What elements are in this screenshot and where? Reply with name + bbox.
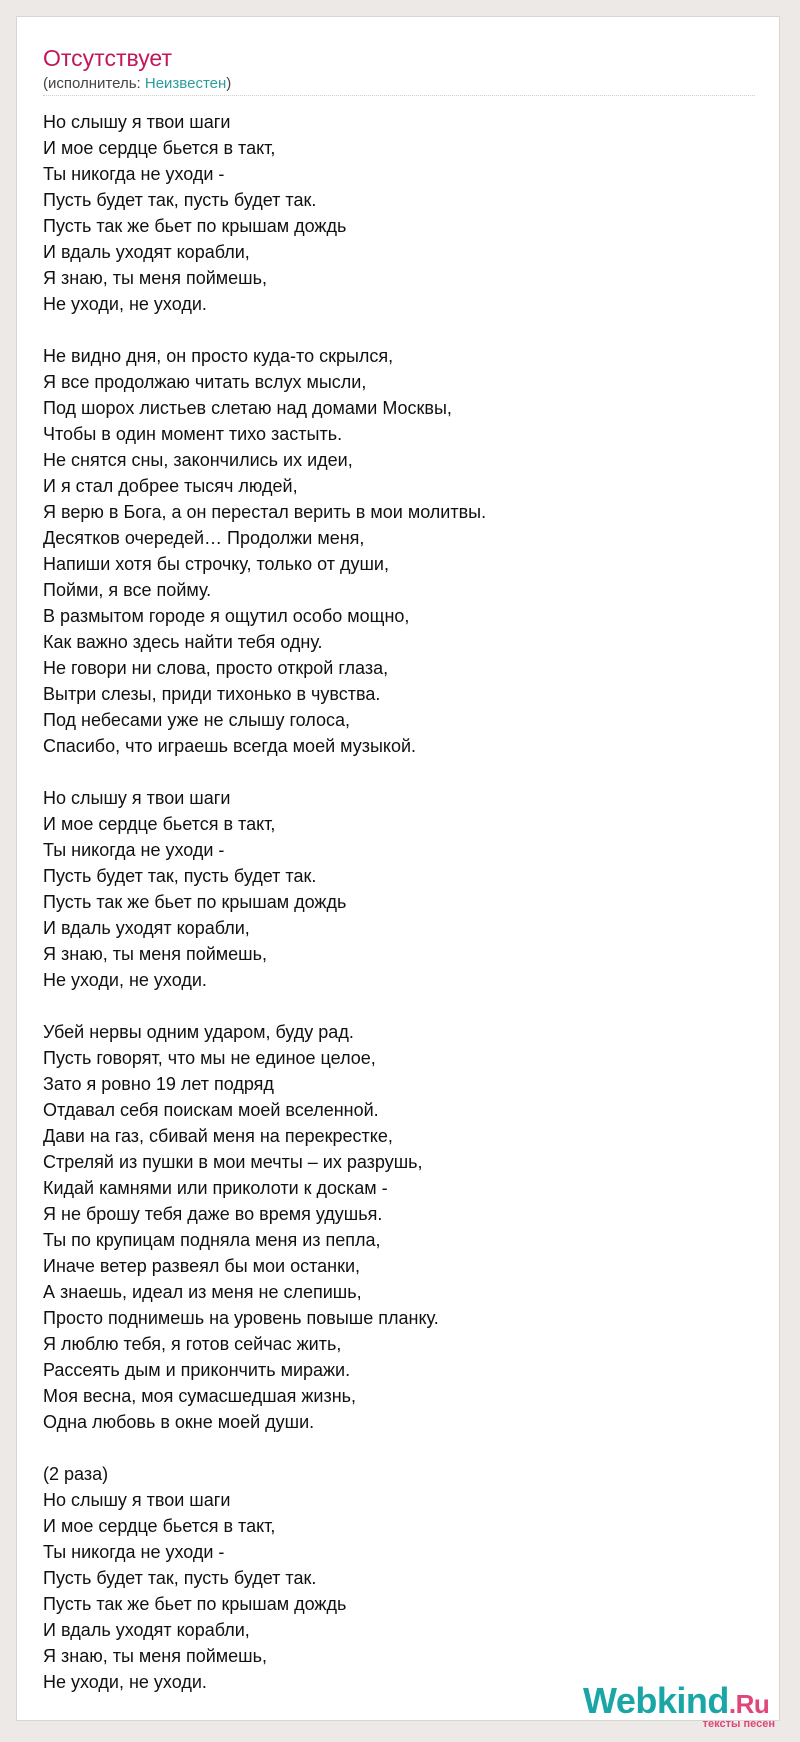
lyric-line: Ты по крупицам подняла меня из пепла, xyxy=(43,1230,381,1250)
lyric-line: Пусть говорят, что мы не единое целое, xyxy=(43,1048,376,1068)
lyric-line: Под небесами уже не слышу голоса, xyxy=(43,710,350,730)
stanza-gap xyxy=(43,759,743,785)
lyric-line: Пойми, я все пойму. xyxy=(43,580,212,600)
stanza-gap xyxy=(43,1435,743,1461)
lyric-line: Не уходи, не уходи. xyxy=(43,294,207,314)
lyric-line: Рассеять дым и прикончить миражи. xyxy=(43,1360,351,1380)
lyrics-card xyxy=(16,16,780,1730)
lyric-line: Не уходи, не уходи. xyxy=(43,970,207,990)
stanza-gap xyxy=(43,993,743,1019)
lyric-line: Пусть так же бьет по крышам дождь xyxy=(43,892,347,912)
lyric-line: Пусть так же бьет по крышам дождь xyxy=(43,1594,347,1614)
performer-suffix: ) xyxy=(226,75,232,92)
lyric-line: Спасибо, что играешь всегда моей музыкой. xyxy=(43,736,417,756)
lyric-line: Десятков очередей… Продолжи меня, xyxy=(43,528,365,548)
lyric-line: Напиши хотя бы строчку, только от души, xyxy=(43,554,389,574)
lyric-line: (2 раза) xyxy=(43,1464,109,1484)
lyric-line: Я знаю, ты меня поймешь, xyxy=(43,1646,267,1666)
lyric-line: Пусть будет так, пусть будет так. xyxy=(43,1568,317,1588)
lyric-line: Кидай камнями или приколоти к доскам - xyxy=(43,1178,388,1198)
lyric-line: Пусть будет так, пусть будет так. xyxy=(43,190,317,210)
performer-link[interactable]: Неизвестен xyxy=(144,75,227,92)
lyric-line: Я люблю тебя, я готов сейчас жить, xyxy=(43,1334,342,1354)
stanza-gap xyxy=(43,317,743,343)
lyric-line: Не говори ни слова, просто открой глаза, xyxy=(43,658,389,678)
lyric-line: Я все продолжаю читать вслух мысли, xyxy=(43,372,367,392)
lyric-line: И я стал добрее тысяч людей, xyxy=(43,476,298,496)
lyric-line: Иначе ветер развеял бы мои останки, xyxy=(43,1256,361,1276)
lyric-line: Ты никогда не уходи - xyxy=(43,1542,225,1562)
lyric-line: Как важно здесь найти тебя одну. xyxy=(43,632,323,652)
lyric-line: Одна любовь в окне моей души. xyxy=(43,1412,315,1432)
lyric-line: Пусть так же бьет по крышам дождь xyxy=(43,216,347,236)
lyric-line: И мое сердце бьется в такт, xyxy=(43,1516,276,1536)
performer-line xyxy=(43,74,231,94)
lyric-line: Зато я ровно 19 лет подряд xyxy=(43,1074,274,1094)
lyric-line: Под шорох листьев слетаю над домами Москвы, xyxy=(43,398,452,418)
lyric-line: Пусть будет так, пусть будет так. xyxy=(43,866,317,886)
lyric-line: Не снятся сны, закончились их идеи, xyxy=(43,450,353,470)
lyric-line: А знаешь, идеал из меня не слепишь, xyxy=(43,1282,362,1302)
lyric-line: Но слышу я твои шаги xyxy=(43,112,231,132)
lyric-line: Отдавал себя поискам моей вселенной. xyxy=(43,1100,379,1120)
site-logo[interactable] xyxy=(583,1681,793,1729)
header-divider xyxy=(43,95,755,96)
lyric-line: В размытом городе я ощутил особо мощно, xyxy=(43,606,410,626)
logo-main-text: Webkind xyxy=(583,1680,729,1721)
lyric-line: И вдаль уходят корабли, xyxy=(43,242,250,262)
lyric-line: Я не брошу тебя даже во время удушья. xyxy=(43,1204,383,1224)
lyric-line: Не видно дня, он просто куда-то скрылся, xyxy=(43,346,394,366)
lyric-line: Вытри слезы, приди тихонько в чувства. xyxy=(43,684,381,704)
lyric-line: Просто поднимешь на уровень повыше планку. xyxy=(43,1308,439,1328)
lyric-line: И вдаль уходят корабли, xyxy=(43,918,250,938)
lyric-line: Чтобы в один момент тихо застыть. xyxy=(43,424,343,444)
lyric-line: Дави на газ, сбивай меня на перекрестке, xyxy=(43,1126,393,1146)
lyric-line: Я верю в Бога, а он перестал верить в мои молитвы. xyxy=(43,502,487,522)
lyric-line: Моя весна, моя сумасшедшая жизнь, xyxy=(43,1386,357,1406)
lyric-line: И мое сердце бьется в такт, xyxy=(43,138,276,158)
lyrics-text xyxy=(43,109,743,1695)
lyric-line: Стреляй из пушки в мои мечты – их разрушь, xyxy=(43,1152,423,1172)
lyric-line: Ты никогда не уходи - xyxy=(43,840,225,860)
lyric-line: И мое сердце бьется в такт, xyxy=(43,814,276,834)
lyric-line: Я знаю, ты меня поймешь, xyxy=(43,268,267,288)
lyric-line: И вдаль уходят корабли, xyxy=(43,1620,250,1640)
logo-suffix-text: .Ru xyxy=(728,1689,770,1719)
lyric-line: Убей нервы одним ударом, буду рад. xyxy=(43,1022,354,1042)
lyric-line: Но слышу я твои шаги xyxy=(43,788,231,808)
logo-tagline: тексты песен xyxy=(702,1718,775,1730)
song-title: Отсутствует xyxy=(43,45,172,71)
lyric-line: Ты никогда не уходи - xyxy=(43,164,225,184)
lyric-line: Не уходи, не уходи. xyxy=(43,1672,207,1692)
performer-prefix: (исполнитель: xyxy=(43,75,145,92)
lyric-line: Но слышу я твои шаги xyxy=(43,1490,231,1510)
lyric-line: Я знаю, ты меня поймешь, xyxy=(43,944,267,964)
